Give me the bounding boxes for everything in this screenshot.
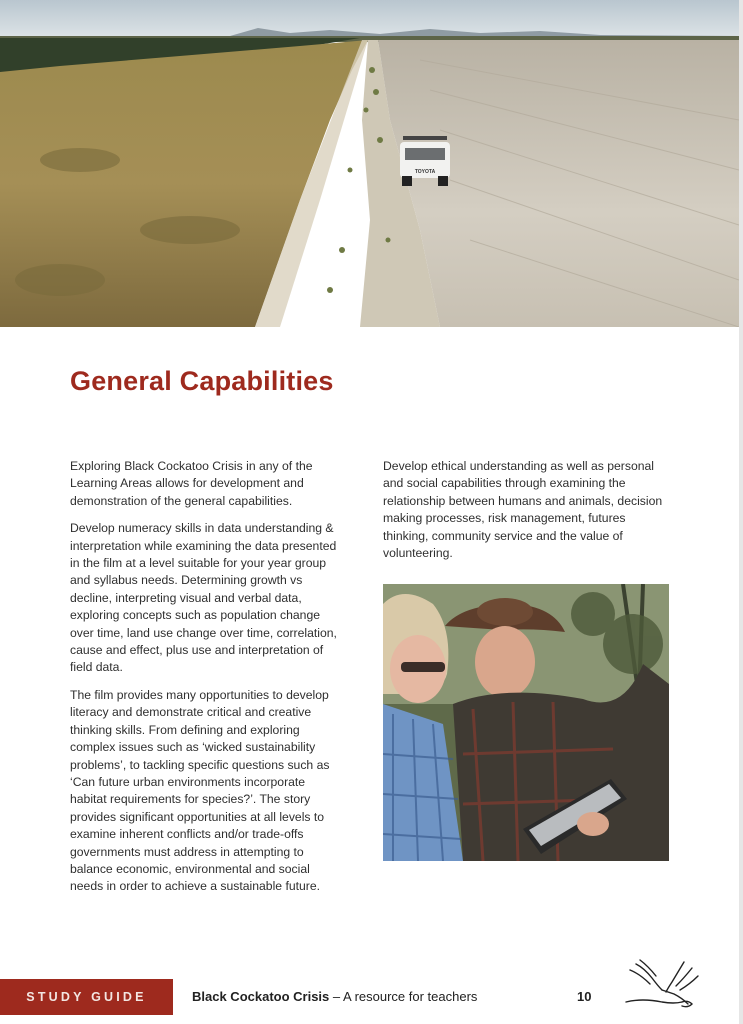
footer-title-strong: Black Cockatoo Crisis xyxy=(192,989,330,1004)
page-title: General Capabilities xyxy=(70,366,334,396)
page-edge xyxy=(739,0,743,1024)
footer-title xyxy=(192,989,477,1004)
right-column xyxy=(383,458,668,572)
footer-title-rest: – A resource for teachers xyxy=(329,989,478,1004)
paragraph: The film provides many opportunities to develop literacy and demonstrate critical and creative thinking skills. From defining and exploring complex issues such as ‘wicked sustainability problems’, to tackling specific questions such as ‘Can future urban environments incorporate habitat requirements for species?’. The story provides significant opportunities at all levels to examine inherent conflicts and/or trade-offs governments must address in attempting to balance economic, environmental and social needs in order to achieve a sustainable future. xyxy=(70,687,330,894)
study-guide-tag: STUDY GUIDE xyxy=(0,979,173,1015)
volunteers-photo xyxy=(383,584,669,861)
paragraph: Exploring Black Cockatoo Crisis in any of the Learning Areas allows for development and demonstration of the general capabilities. xyxy=(70,459,313,508)
left-column xyxy=(70,458,345,906)
vehicle-brand: TOYOTA xyxy=(414,169,436,175)
page-number: 10 xyxy=(577,989,592,1004)
cockatoo-icon xyxy=(622,958,704,1014)
paragraph: Develop ethical understanding as well as personal and social capabilities through examining the relationship between humans and animals, decision making processes, risk management, futures thinking, community service and the value of volunteering. xyxy=(383,459,663,561)
hero-image xyxy=(0,0,739,327)
paragraph: Develop numeracy skills in data understanding & interpretation while examining the data presented in the film at a level suitable for your year group and syllabus needs. Determining growth vs decline, interpreting visual and verbal data, exploring concepts such as population change over time, land use change over time, correlation, cause and effect, plus use and interpretation of field data. xyxy=(70,521,337,675)
